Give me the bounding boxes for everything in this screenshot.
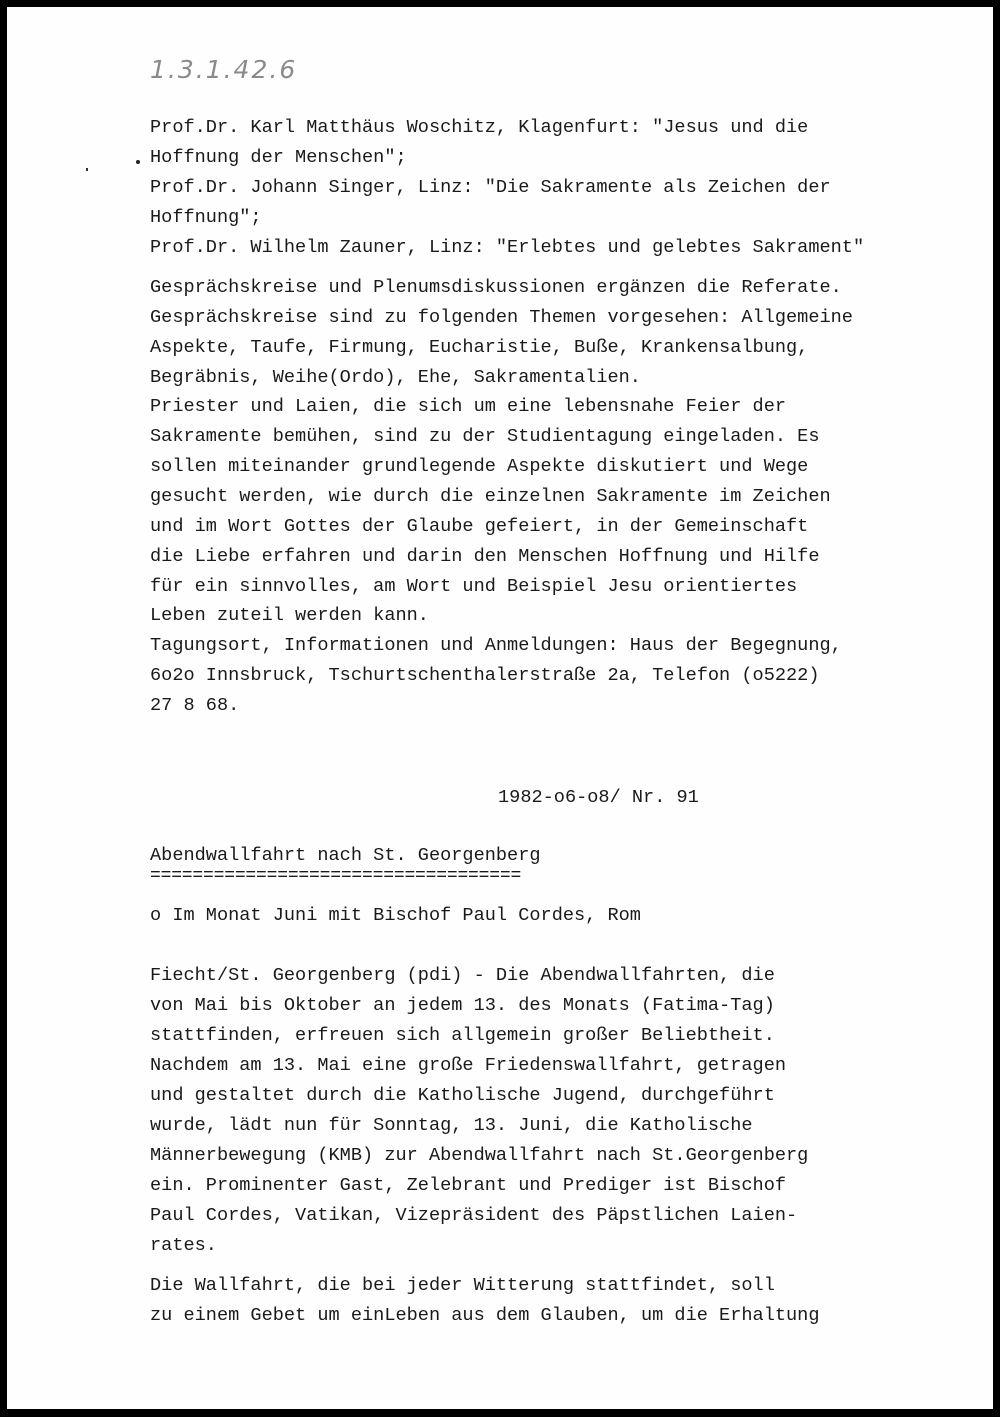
text-line: Tagungsort, Informationen und Anmeldungen: Haus der Begegnung, (150, 635, 842, 656)
text-line: Sakramente bemühen, sind zu der Studientagung eingeladen. Es (150, 426, 820, 447)
dateline: 1982-o6-o8/ Nr. 91 (498, 787, 699, 808)
text-line: und gestaltet durch die Katholische Jugend, durchgeführt (150, 1085, 775, 1106)
text-line: Paul Cordes, Vatikan, Vizepräsident des Päpstlichen Laien- (150, 1205, 798, 1226)
text-line: Gesprächskreise und Plenumsdiskussionen ergänzen die Referate. (150, 277, 842, 298)
text-line: 27 8 68. (150, 695, 240, 716)
text-line: Männerbewegung (KMB) zur Abendwallfahrt nach St.Georgenberg (150, 1145, 809, 1166)
text-line: zu einem Gebet um einLeben aus dem Glauben, um die Erhaltung (150, 1305, 820, 1326)
headline-underline: =================================== (150, 866, 522, 886)
text-line: 6o2o Innsbruck, Tschurtschenthalerstraße 2a, Telefon (o5222) (150, 665, 820, 686)
text-line: und im Wort Gottes der Glaube gefeiert, in der Gemeinschaft (150, 516, 809, 537)
text-line: von Mai bis Oktober an jedem 13. des Monats (Fatima-Tag) (150, 995, 775, 1016)
archive-reference-handwritten: 1.3.1.42.6 (150, 55, 298, 84)
text-line: Nachdem am 13. Mai eine große Friedenswallfahrt, getragen (150, 1055, 787, 1076)
text-line: Gesprächskreise sind zu folgenden Themen vorgesehen: Allgemeine (150, 307, 853, 328)
speaker-line: Hoffnung der Menschen"; (150, 147, 407, 168)
text-line: rates. (150, 1235, 217, 1256)
text-line: Fiecht/St. Georgenberg (pdi) - Die Abendwallfahrten, die (150, 965, 775, 986)
text-line: wurde, lädt nun für Sonntag, 13. Juni, die Katholische (150, 1115, 753, 1136)
text-line: Aspekte, Taufe, Firmung, Eucharistie, Buße, Krankensalbung, (150, 337, 809, 358)
article-subheadline: o Im Monat Juni mit Bischof Paul Cordes, Rom (150, 905, 641, 926)
text-line: für ein sinnvolles, am Wort und Beispiel Jesu orientiertes (150, 576, 798, 597)
stray-ink-mark (86, 168, 88, 171)
speaker-line: Prof.Dr. Johann Singer, Linz: "Die Sakramente als Zeichen der (150, 177, 831, 198)
text-line: Leben zuteil werden kann. (150, 605, 429, 626)
speaker-line: Hoffnung"; (150, 207, 262, 228)
text-line: Begräbnis, Weihe(Ordo), Ehe, Sakramentalien. (150, 367, 641, 388)
bullet-dot-mark (136, 160, 140, 164)
text-line: ein. Prominenter Gast, Zelebrant und Prediger ist Bischof (150, 1175, 787, 1196)
text-line: die Liebe erfahren und darin den Menschen Hoffnung und Hilfe (150, 546, 820, 567)
text-line: sollen miteinander grundlegende Aspekte diskutiert und Wege (150, 456, 809, 477)
document-page (7, 7, 993, 1409)
text-line: gesucht werden, wie durch die einzelnen Sakramente im Zeichen (150, 486, 831, 507)
text-line: stattfinden, erfreuen sich allgemein großer Beliebtheit. (150, 1025, 775, 1046)
text-line: Priester und Laien, die sich um eine lebensnahe Feier der (150, 396, 787, 417)
article-headline: Abendwallfahrt nach St. Georgenberg (150, 845, 541, 866)
speaker-line: Prof.Dr. Wilhelm Zauner, Linz: "Erlebtes und gelebtes Sakrament" (150, 237, 865, 258)
speaker-line: Prof.Dr. Karl Matthäus Woschitz, Klagenfurt: "Jesus und die (150, 117, 809, 138)
text-line: Die Wallfahrt, die bei jeder Witterung stattfindet, soll (150, 1275, 775, 1296)
